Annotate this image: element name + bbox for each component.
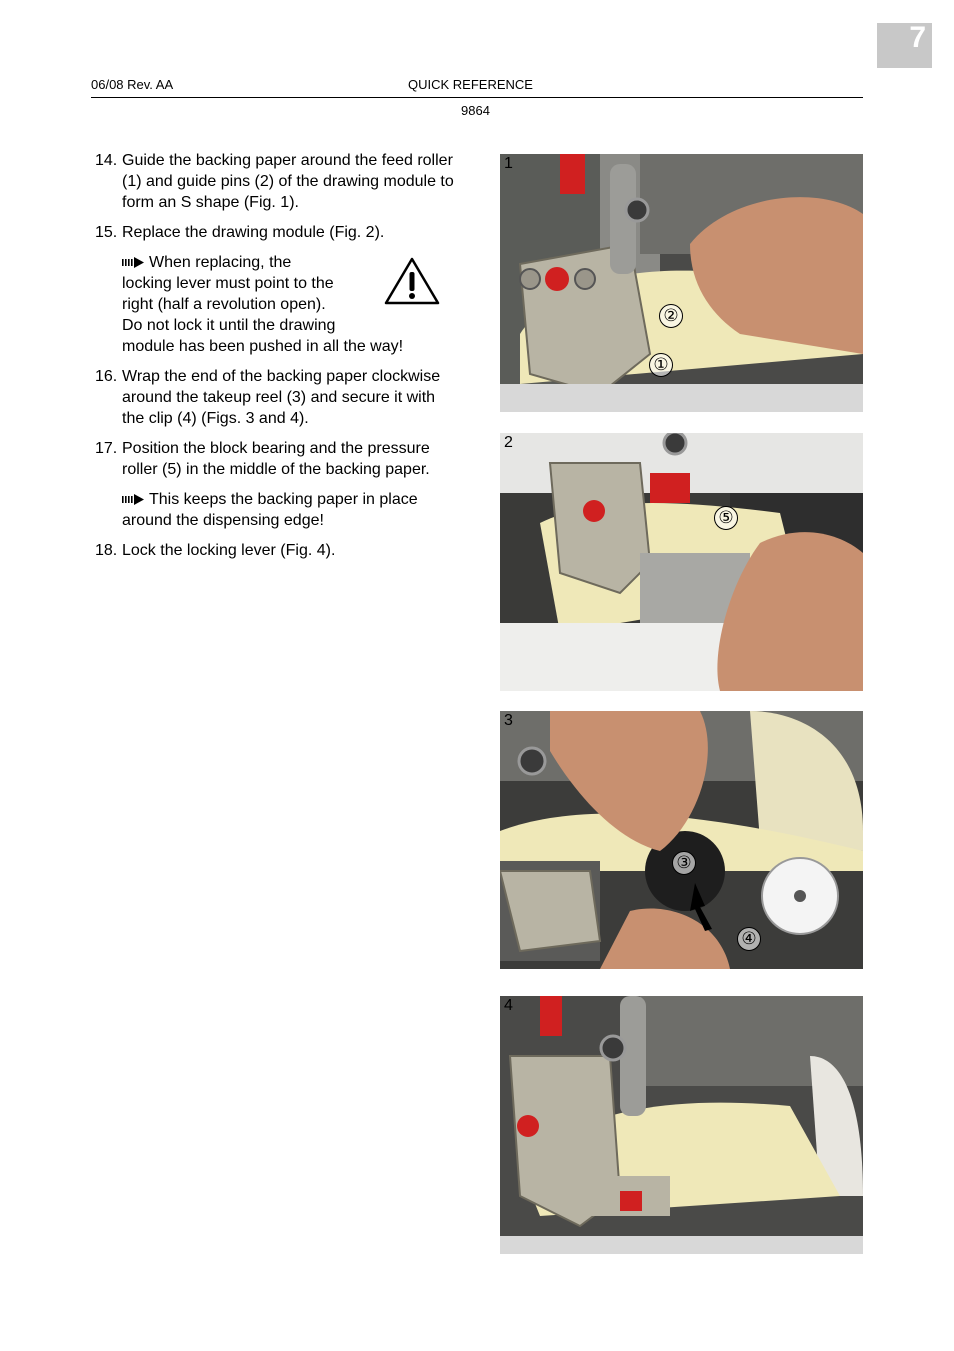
note-step-17 [122,489,460,531]
instruction-steps [95,150,460,570]
step-text: Lock the locking lever (Fig. 4). [122,542,336,559]
note-line: locking lever must point to the [122,275,334,292]
figure-1 [500,154,863,412]
figure-3 [500,711,863,969]
callout-3: ③ [672,851,696,875]
header-title: QUICK REFERENCE [408,77,533,92]
step-number: 14. [95,152,118,169]
figure-2-photo [500,433,863,691]
note-line: Do not lock it until the drawing [122,317,336,334]
step-16 [95,366,460,429]
chapter-tab: 7 [877,23,932,68]
note-text: This keeps the backing paper in place around the dispensing edge! [122,491,418,529]
note-line: module has been pushed in all the way! [122,338,404,355]
warning-triangle-icon [383,256,441,306]
step-text: Replace the drawing module (Fig. 2). [122,224,385,241]
figure-4 [500,996,863,1254]
step-18 [95,540,460,561]
step-number: 15. [95,224,118,241]
step-text: Position the block bearing and the pressure roller (5) in the middle of the backing paper. [122,440,430,478]
step-text: Wrap the end of the backing paper clockwise around the takeup reel (3) and secure it with the clip (4) (Figs. 3 and 4). [122,368,441,427]
figure-label: 3 [504,712,513,729]
step-number: 16. [95,368,118,385]
step-17 [95,438,460,480]
figure-label: 1 [504,155,513,172]
figure-label: 4 [504,997,513,1014]
figure-1-photo [500,154,863,412]
figure-4-photo [500,996,863,1254]
note-line: When replacing, the [149,254,292,271]
note-step-15 [122,252,460,357]
step-14 [95,150,460,213]
callout-1: ① [649,353,673,377]
arrow-right-icon [122,257,144,268]
figure-2 [500,433,863,691]
step-number: 18. [95,542,118,559]
doc-number: 9864 [461,103,490,118]
callout-5: ⑤ [714,506,738,530]
callout-2: ② [659,304,683,328]
header-rule [91,97,863,98]
arrow-right-icon [122,494,144,505]
figure-3-photo [500,711,863,969]
figure-label: 2 [504,434,513,451]
step-15 [95,222,460,243]
step-number: 17. [95,440,118,457]
note-line: right (half a revolution open). [122,296,326,313]
callout-4: ④ [737,927,761,951]
header-revision: 06/08 Rev. AA [91,77,174,92]
step-text: Guide the backing paper around the feed roller (1) and guide pins (2) of the drawing module to form an S shape (Fig. 1). [122,152,454,211]
